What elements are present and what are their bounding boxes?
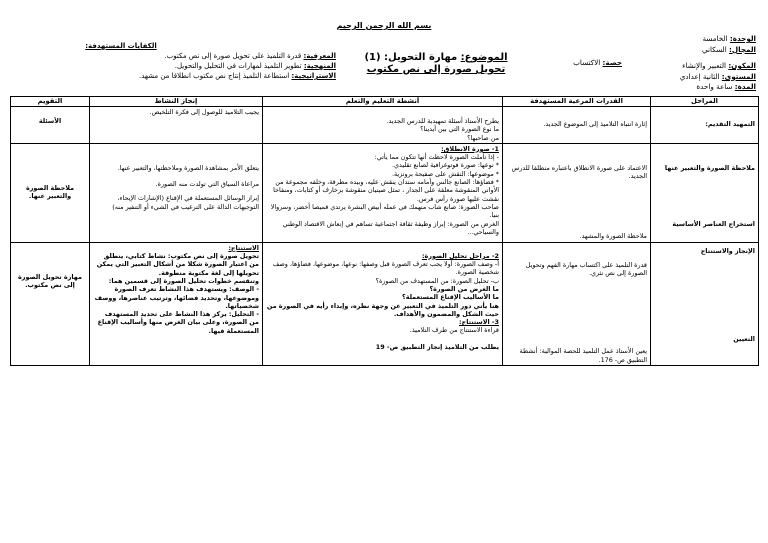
competencies-heading: الكفايات المستهدفة:	[85, 42, 157, 50]
goal-cell: إثارة انتباه التلاميذ إلى الموضوع الجديد.	[503, 107, 651, 144]
evaluation-cell: الأسئلة	[11, 107, 90, 144]
table-row	[11, 143, 759, 242]
col-tasks: إنجاز النشاط	[90, 97, 263, 107]
stage-cell: التمهيد التقديم:	[651, 107, 759, 144]
lesson-plan-table	[10, 96, 759, 366]
col-activities: أنشطة التعليم والتعلم	[263, 97, 503, 107]
lesson-subject: الموضوع: مهارة التحويل: (1) تحويل صورة إلى نص مكتوب	[336, 52, 536, 75]
table-row	[11, 242, 759, 365]
meta-unit: الوحدة: الخامسة	[702, 34, 756, 43]
session-type: حصة: الاكتساب	[573, 58, 622, 67]
col-evaluation: التقويم	[11, 97, 90, 107]
meta-field: المجال: السكاني	[701, 44, 756, 54]
lesson-meta	[626, 34, 756, 93]
basmala-title: بسم الله الرحمن الرحيم	[336, 21, 432, 30]
table-header-row	[11, 97, 759, 107]
task-cell: يجيب التلاميذ للوصول إلى فكرة التلخيص.	[90, 107, 263, 144]
task-cell: يتعلق الأمر بمشاهدة الصورة وملاحظتها، والتعبير عنها. مراعاة السياق التي تولدت منه الصورة. إبراز الوسائل المستعملة في الإقناع (الإشارات الإيحاء، التوجيهات الدالة على الترغيب في الشيء أو التنفير منه)	[90, 143, 263, 242]
goal-cell: الاعتماد على صورة الانطلاق باعتباره منطلقا للدرس الجديد. ملاحظة الصورة والمشهد.	[503, 143, 651, 242]
activity-cell: 2- مراحل تحليل الصورة: أ- وصف الصورة: أولا يجب تعرف الصورة قبل وصفها: نوعها، موضوعها، فضاؤها، وصف شخصية الصورة. ب- تحليل الصورة: من المستهدف من الصورة؟ ما الغرض من الصورة؟ ما الأساليب الإقناع المستعملة؟ هنا يأتي دور التلميذ في التعبير عن وجهة نظره، وإبداء رأيه في الصورة من حيث الشكل والمضمون والأهداف. 3- الاستنتاج: قراءة الاستنتاج من طرف التلاميذ. يطلب من التلاميذ إنجاز التطبيق ص- 19	[263, 242, 503, 365]
lesson-title: تحويل صورة إلى نص مكتوب	[366, 64, 506, 75]
meta-duration: المدة: ساعة واحدة	[696, 82, 756, 91]
stage-cell: الإنجاز والاستنتاج التعيين	[651, 242, 759, 365]
evaluation-cell: مهارة تحويل الصورة إلى نص مكتوب.	[11, 242, 90, 365]
col-goals: القدرات المرعية المستهدفة	[503, 97, 651, 107]
col-stages: المراحل	[651, 97, 759, 107]
table-row	[11, 107, 759, 144]
meta-level: المستوى: الثانية إعدادي	[679, 71, 756, 81]
evaluation-cell: ملاحظة الصورة والتعبير عنها.	[11, 143, 90, 242]
competencies: الكفايات المستهدفة: المعرفية: قدرة التلميذ على تحويل صورة إلى نص مكتوب. المنهجية: تطوير التلميذ لمهارات في التحليل والتحويل. الاستراتيجية: استطاعة التلميذ إنتاج نص مكتوب انطلاقا من مشهد.	[16, 41, 336, 81]
activity-cell: 1- صورة الانطلاق: - إذا تأملت الصورة لاحظت أنها تتكون مما يأتي: * نوعها: صورة فوتوغرافية لصانع تقليدي. * موضوعها: النقش على صفيحة برونزية. * فضاؤها: الصانع جالس وأمامه سندان ينقش عليه، وبيده مطرقة، وخلفه مجموعة من الأواني المنقوشة معلقة على الجدار ، تمثل صينيان منقوشة بزخارف أو كتابات، ومنفاخا نقشت عليها صورة رأس فرس. صاحب الصورة: صانع شاب منهمك في عمله أبيض البشرة يرتدي قميصا أخضر، وسروالا بنيا. الغرض من الصورة: إبراز وظيفة ثقافة اجتماعية تساهم في إنعاش الاقتصاد الوطني والسياحي...	[263, 143, 503, 242]
meta-component: المكون: التعبير والإنشاء	[682, 61, 756, 70]
task-cell: الاستنتاج: تحويل صورة إلى نص مكتوب: نشاط كتابي، ينطلق من اعتبار الصورة شكلا من أشكال التعبير التي يمكن تحويلها إلى لغة مكتوبة منطوقة. وتنقسم خطوات تحليل الصورة إلى قسمين هما: - الوصف: ويستهدف هذا النشاط تعرف الصورة وموضوعها، وتحديد فضائها، وترتيب عناصرها، ووصف شخصياتها. - التحليل: يركز هذا النشاط على تحديد المستهدف من الصورة، وعلى بيان الغرض منها وأساليب الإقناع المستعملة فيها.	[90, 242, 263, 365]
goal-cell: قدرة التلميذ على اكتساب مهارة الفهم وتحويل الصورة إلى نص نثري. يعين الأستاذ عمل التلميذ للحصة الموالية: أنشطة التطبيق ص- 176.	[503, 242, 651, 365]
stage-cell: ملاحظة الصورة والتعبير عنها استخراج العناصر الأساسية	[651, 143, 759, 242]
activity-cell: يطرح الأستاذ أسئلة تمهيدية للدرس الجديد. ما نوع الصورة التي بين أيدينا؟ من صاحبها؟	[263, 107, 503, 144]
